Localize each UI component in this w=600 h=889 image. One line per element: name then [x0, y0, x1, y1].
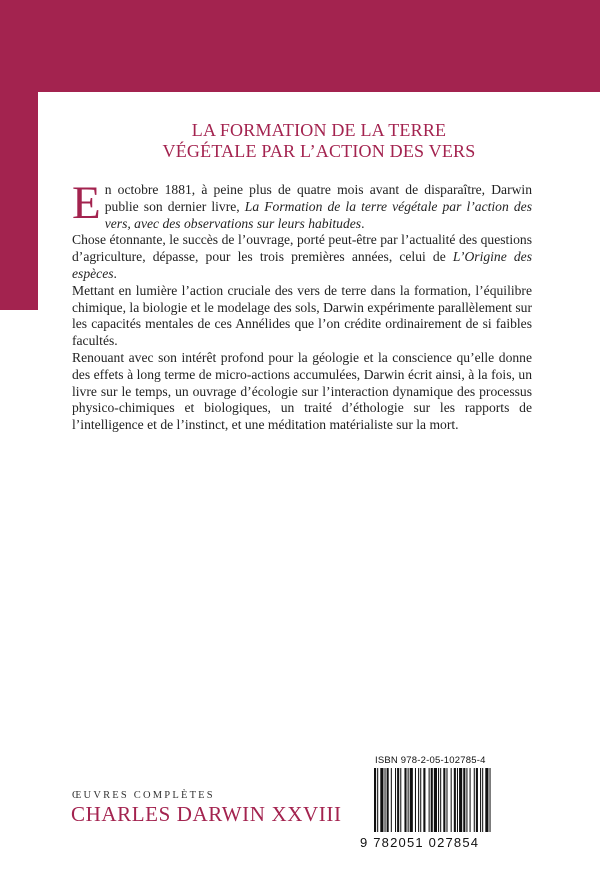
- paragraph-2-italic-title: L’Origine des espèces: [72, 249, 532, 281]
- series-label: ŒUVRES COMPLÈTES: [72, 790, 215, 801]
- paragraph-3: Mettant en lumière l’action cruciale des vers de terre dans la formation, l’équilibre chimique, la biologie et le modelage des sols, Darwin expérimente parallèlement sur les capacités mentales de ces Annélides que l’on crédite ordinairement de si faibles facultés.: [72, 282, 532, 349]
- series-author: CHARLES DARWIN: [71, 802, 266, 826]
- paragraph-1-text: n octobre 1881, à peine plus de quatre mois avant de disparaître, Darwin publie son dernier livre,: [104, 182, 532, 214]
- isbn-label: ISBN 978-2-05-102785-4: [375, 755, 486, 766]
- book-title: [38, 120, 600, 162]
- back-cover-blurb: [72, 177, 532, 434]
- barcode-icon: [372, 768, 528, 834]
- barcode-digits: 9 782051 027854: [360, 835, 480, 850]
- drop-cap: E: [72, 177, 101, 229]
- paragraph-2-end: .: [113, 265, 117, 281]
- paragraph-4: Renouant avec son intérêt profond pour la géologie et la conscience qu’elle donne des effets à long terme de micro-actions accumulées, Darwin écrit ainsi, à la fois, un livre sur le temps, un ouvrage d’écologie sur l’interaction dynamique des processus physico-chimiques et biologiques, un traité d’éthologie sur les rapports de l’intelligence et de l’instinct, et une méditation matérialiste sur la mort.: [72, 349, 532, 433]
- paragraph-1-italic-title: La Formation de la terre végétale par l’action des vers, avec des observations sur leurs habitudes: [104, 198, 532, 231]
- paragraph-1-end: .: [361, 215, 365, 231]
- series-name: [71, 802, 342, 827]
- title-line-2: VÉGÉTALE PAR L’ACTION DES VERS: [162, 141, 476, 161]
- paragraph-2: [72, 232, 532, 282]
- paragraph-1: [72, 177, 532, 232]
- title-line-1: LA FORMATION DE LA TERRE: [191, 120, 447, 140]
- paragraph-2-text: Chose étonnante, le succès de l’ouvrage, porté peut-être par l’actualité des questions d’agriculture, dépasse, pour les trois premières années, celui de: [72, 232, 532, 265]
- series-volume: XXVIII: [271, 802, 342, 826]
